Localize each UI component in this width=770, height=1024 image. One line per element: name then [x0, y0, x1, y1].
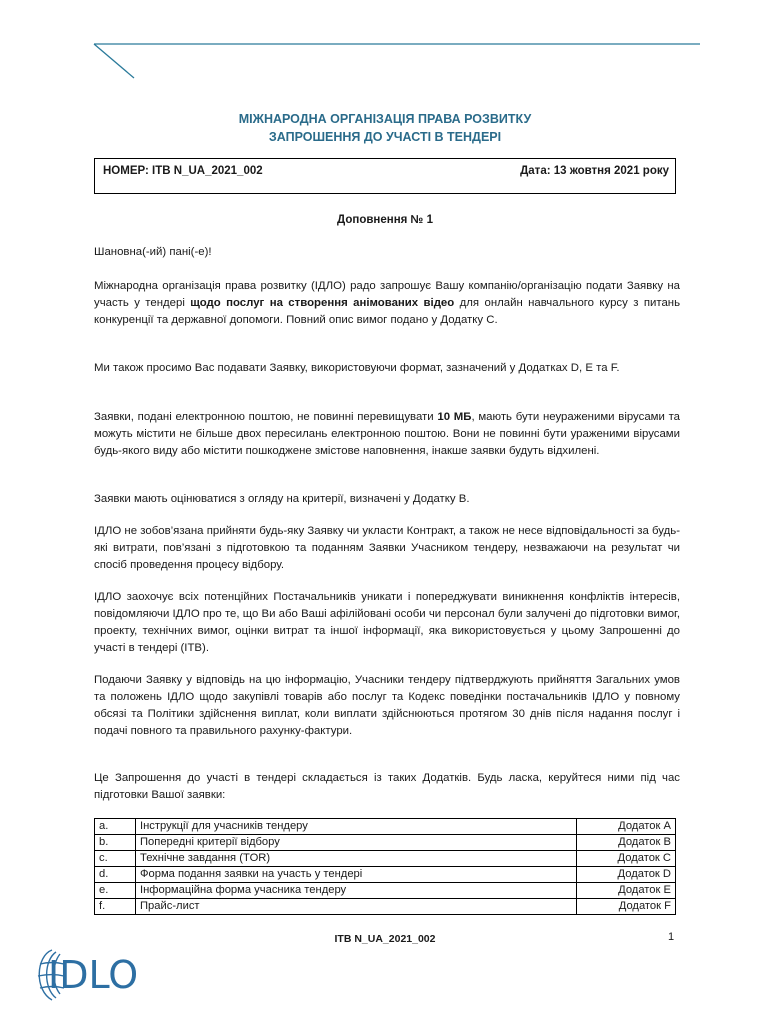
annex-title: Форма подання заявки на участь у тендері: [136, 867, 577, 883]
annex-title: Інструкції для учасників тендеру: [136, 819, 577, 835]
annex-letter: d.: [95, 867, 136, 883]
annex-letter: f.: [95, 899, 136, 915]
annex-ref: Додаток D: [577, 867, 676, 883]
annex-row: [95, 867, 676, 883]
header-accent-line: [0, 0, 770, 90]
annex-row: [95, 819, 676, 835]
annex-ref: Додаток F: [577, 899, 676, 915]
annex-title: Інформаційна форма учасника тендеру: [136, 883, 577, 899]
annex-row: [95, 899, 676, 915]
tender-info-box: [94, 158, 676, 194]
annex-ref: Додаток C: [577, 851, 676, 867]
annex-row: [95, 851, 676, 867]
paragraph-annexes-intro: Це Запрошення до участі в тендері складається із таких Додатків. Будь ласка, керуйтеся ними під час підготовки Вашої заявки:: [94, 772, 680, 801]
annex-letter: c.: [95, 851, 136, 867]
tender-number: НОМЕР: ITB N_UA_2021_002: [103, 165, 263, 177]
idlo-logo: IDLO: [48, 953, 139, 997]
paragraph-obligations: ІДЛО не зобов’язана прийняти будь-яку Заявку чи укласти Контракт, а також не несе відповідальності за будь-які витрати, пов’язані з підготовкою та поданням Заявки Учасником тендеру, незважаючи на результат чи спосіб проведення процесу відбору.: [94, 525, 680, 571]
doc-title: ЗАПРОШЕННЯ ДО УЧАСТІ В ТЕНДЕРІ: [268, 130, 502, 144]
annex-title: Технічне завдання (TOR): [136, 851, 577, 867]
page-number: 1: [668, 931, 675, 943]
annex-ref: Додаток E: [577, 883, 676, 899]
footer-document-code: ITB N_UA_2021_002: [334, 933, 436, 945]
annex-row: [95, 835, 676, 851]
annex-row: [95, 883, 676, 899]
paragraph-evaluation: Заявки мають оцінюватися з огляду на критерії, визначені у Додатку B.: [94, 493, 470, 505]
org-title: МІЖНАРОДНА ОРГАНІЗАЦІЯ ПРАВА РОЗВИТКУ: [238, 112, 532, 126]
annex-ref: Додаток A: [577, 819, 676, 835]
tender-date: Дата: 13 жовтня 2021 року: [520, 165, 669, 177]
paragraph-acceptance: Подаючи Заявку у відповідь на цю інформацію, Учасники тендеру підтверджують прийняття Загальних умов та положень ІДЛО щодо закупівлі товарів або послуг та Кодекс поведінки постачальників ІДЛО у повному обсязі та Політики здійснення виплат, коли виплати здійснюються протягом 30 днів після надання послуг і подачі повного та правильного рахунку-фактури.: [94, 674, 680, 737]
greeting: Шановна(-ий) пані(-е)!: [94, 246, 212, 258]
annex-ref: Додаток B: [577, 835, 676, 851]
annex-letter: e.: [95, 883, 136, 899]
annex-title: Попередні критерії відбору: [136, 835, 577, 851]
annex-letter: b.: [95, 835, 136, 851]
annex-letter: a.: [95, 819, 136, 835]
paragraph-invitation: Міжнародна організація права розвитку (ІДЛО) радо запрошує Вашу компанію/організацію подати Заявку на участь у тендері щодо послуг на створення анімованих відео для онлайн навчального курсу з питань конкуренції та державної допомоги. Повний опис вимог подано у Додатку С.: [94, 280, 681, 326]
paragraph-conflicts: ІДЛО заохочує всіх потенційних Постачальників уникати і попереджувати виникнення конфліктів інтересів, повідомляючи ІДЛО про те, що Ви або Ваші афілійовані особи чи персонал були залучені до підготовки вимог, проекту, технічних вимог, оцінки витрат та іншої інформації, яка використовується у цьому Запрошенні до участі в тендері (ITB).: [94, 591, 680, 654]
amendment-heading: Доповнення № 1: [337, 214, 433, 226]
annex-table: [94, 818, 676, 915]
paragraph-email-limits: Заявки, подані електронною поштою, не повинні перевищувати 10 МБ, мають бути неураженими вірусами та можуть містити не більше двох пересилань електронною поштою. Вони не повинні бути ураженими вірусами будь-якого виду або містити пошкоджене змістове наповнення, інакше заявки будуть відхилені.: [94, 411, 681, 457]
annex-title: Прайс-лист: [136, 899, 577, 915]
paragraph-format: Ми також просимо Вас подавати Заявку, використовуючи формат, зазначений у Додатках D, E та F.: [94, 362, 620, 374]
